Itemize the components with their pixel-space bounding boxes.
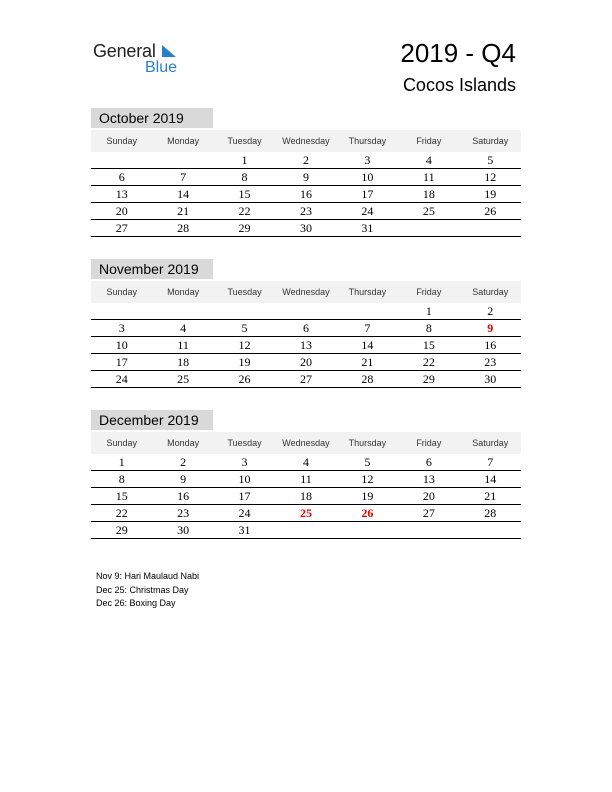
day-cell: 2 [180, 455, 187, 469]
day-cell: 30 [177, 523, 190, 537]
page-subtitle: Cocos Islands [402, 75, 516, 95]
day-cell: 19 [484, 187, 497, 201]
day-cell: 18 [422, 187, 435, 201]
week-row [91, 522, 521, 539]
empty-day-cell [152, 152, 213, 168]
weekday-label: Monday [167, 438, 200, 448]
empty-day-cell [91, 303, 152, 319]
day-cell: 12 [484, 170, 497, 184]
month-october [91, 108, 521, 237]
day-cell: 24 [361, 204, 374, 218]
week-row [91, 152, 521, 169]
day-cell: 15 [238, 187, 251, 201]
week-row [91, 320, 521, 337]
weekday-label: Sunday [106, 438, 137, 448]
day-cell: 14 [484, 472, 497, 486]
day-cell: 19 [361, 489, 374, 503]
day-cell: 2 [302, 153, 309, 167]
weekday-label: Thursday [348, 287, 387, 297]
weekday-label: Wednesday [282, 287, 330, 297]
day-cell: 31 [361, 221, 374, 235]
day-cell: 13 [299, 338, 312, 352]
weekday-label: Tuesday [227, 438, 262, 448]
empty-day-cell [337, 522, 398, 538]
day-cell: 17 [115, 355, 128, 369]
day-cell: 22 [238, 204, 251, 218]
day-cell: 12 [361, 472, 374, 486]
empty-day-cell [337, 303, 398, 319]
holiday-notes [96, 570, 199, 611]
day-cell: 19 [238, 355, 251, 369]
day-cell: 2 [487, 304, 494, 318]
day-cell: 21 [177, 204, 190, 218]
day-cell: 22 [422, 355, 435, 369]
day-cell: 13 [115, 187, 128, 201]
week-row [91, 371, 521, 388]
logo-triangle-icon [162, 45, 176, 57]
day-cell: 15 [115, 489, 128, 503]
day-cell: 17 [361, 187, 374, 201]
day-cell: 16 [177, 489, 190, 503]
day-cell: 23 [484, 355, 497, 369]
day-cell: 3 [364, 153, 371, 167]
empty-day-cell [460, 522, 521, 538]
weekday-label: Saturday [472, 136, 509, 146]
day-cell: 15 [422, 338, 435, 352]
week-row [91, 454, 521, 471]
empty-day-cell [398, 522, 459, 538]
day-cell: 9 [487, 321, 494, 335]
day-cell: 28 [177, 221, 190, 235]
day-cell: 8 [241, 170, 248, 184]
day-cell: 7 [364, 321, 371, 335]
weekday-label: Monday [167, 287, 200, 297]
day-cell: 11 [300, 472, 312, 486]
month-label: October 2019 [91, 108, 213, 128]
weekday-header [91, 432, 521, 454]
weekday-label: Friday [416, 438, 442, 448]
day-cell: 29 [238, 221, 251, 235]
week-row [91, 186, 521, 203]
day-cell: 24 [115, 372, 128, 386]
weekday-label: Monday [167, 136, 200, 146]
week-row [91, 220, 521, 237]
week-row [91, 337, 521, 354]
week-row [91, 203, 521, 220]
day-cell: 8 [118, 472, 125, 486]
day-cell: 27 [422, 506, 435, 520]
day-cell: 31 [238, 523, 251, 537]
week-row [91, 471, 521, 488]
day-cell: 24 [238, 506, 251, 520]
day-cell: 17 [238, 489, 251, 503]
empty-day-cell [91, 152, 152, 168]
day-cell: 27 [115, 221, 128, 235]
day-cell: 21 [361, 355, 374, 369]
day-cell: 4 [302, 455, 309, 469]
weekday-label: Tuesday [227, 287, 262, 297]
day-cell: 3 [241, 455, 248, 469]
day-cell: 26 [361, 506, 374, 520]
weekday-label: Sunday [106, 287, 137, 297]
day-cell: 25 [299, 506, 312, 520]
month-label: December 2019 [91, 410, 213, 430]
day-cell: 14 [361, 338, 374, 352]
day-cell: 23 [299, 204, 312, 218]
day-cell: 16 [299, 187, 312, 201]
day-cell: 10 [115, 338, 128, 352]
day-cell: 7 [487, 455, 494, 469]
day-cell: 1 [425, 304, 432, 318]
weekday-label: Friday [416, 287, 442, 297]
day-cell: 5 [487, 153, 494, 167]
weekday-label: Thursday [348, 136, 387, 146]
empty-day-cell [152, 303, 213, 319]
day-cell: 6 [425, 455, 432, 469]
day-cell: 6 [302, 321, 309, 335]
day-cell: 9 [180, 472, 187, 486]
day-cell: 20 [299, 355, 312, 369]
day-cell: 3 [118, 321, 125, 335]
day-cell: 8 [425, 321, 432, 335]
day-cell: 4 [180, 321, 187, 335]
logo-general-text: General [93, 41, 156, 61]
weekday-label: Sunday [106, 136, 137, 146]
day-cell: 5 [364, 455, 371, 469]
holiday-note: Dec 26: Boxing Day [96, 598, 176, 608]
day-cell: 20 [422, 489, 435, 503]
day-cell: 22 [115, 506, 128, 520]
day-cell: 10 [238, 472, 251, 486]
holiday-note: Dec 25: Christmas Day [96, 584, 189, 595]
weekday-header [91, 281, 521, 303]
holiday-note: Nov 9: Hari Maulaud Nabi [96, 571, 200, 581]
weekday-label: Thursday [348, 438, 387, 448]
day-cell: 27 [299, 372, 312, 386]
day-cell: 23 [177, 506, 190, 520]
weekday-label: Saturday [472, 287, 509, 297]
day-cell: 12 [238, 338, 251, 352]
week-row [91, 303, 521, 320]
month-november [91, 259, 521, 388]
day-cell: 10 [361, 170, 374, 184]
day-cell: 14 [177, 187, 190, 201]
logo [93, 41, 193, 81]
week-row [91, 354, 521, 371]
day-cell: 13 [422, 472, 435, 486]
empty-day-cell [275, 522, 336, 538]
weekday-header [91, 130, 521, 152]
day-cell: 11 [177, 338, 189, 352]
day-cell: 30 [484, 372, 497, 386]
day-cell: 26 [484, 204, 497, 218]
weekday-label: Wednesday [282, 438, 330, 448]
weekday-label: Wednesday [282, 136, 330, 146]
day-cell: 29 [115, 523, 128, 537]
weekday-label: Tuesday [227, 136, 262, 146]
week-row [91, 505, 521, 522]
weekday-label: Friday [416, 136, 442, 146]
day-cell: 29 [422, 372, 435, 386]
day-cell: 28 [361, 372, 374, 386]
day-cell: 9 [302, 170, 309, 184]
month-label: November 2019 [91, 259, 213, 279]
day-cell: 1 [241, 153, 248, 167]
day-cell: 6 [118, 170, 125, 184]
day-cell: 18 [299, 489, 312, 503]
day-cell: 1 [118, 455, 125, 469]
weekday-label: Saturday [472, 438, 509, 448]
empty-day-cell [460, 220, 521, 236]
week-row [91, 488, 521, 505]
day-cell: 16 [484, 338, 497, 352]
day-cell: 25 [422, 204, 435, 218]
month-december [91, 410, 521, 539]
day-cell: 21 [484, 489, 497, 503]
logo-blue-text: Blue [145, 59, 178, 76]
day-cell: 28 [484, 506, 497, 520]
day-cell: 20 [115, 204, 128, 218]
empty-day-cell [398, 220, 459, 236]
day-cell: 7 [180, 170, 187, 184]
day-cell: 26 [238, 372, 251, 386]
week-row [91, 169, 521, 186]
day-cell: 25 [177, 372, 190, 386]
empty-day-cell [275, 303, 336, 319]
empty-day-cell [214, 303, 275, 319]
day-cell: 30 [299, 221, 312, 235]
day-cell: 18 [177, 355, 190, 369]
day-cell: 4 [425, 153, 432, 167]
day-cell: 11 [423, 170, 435, 184]
day-cell: 5 [241, 321, 248, 335]
page-title: 2019 - Q4 [400, 38, 516, 68]
